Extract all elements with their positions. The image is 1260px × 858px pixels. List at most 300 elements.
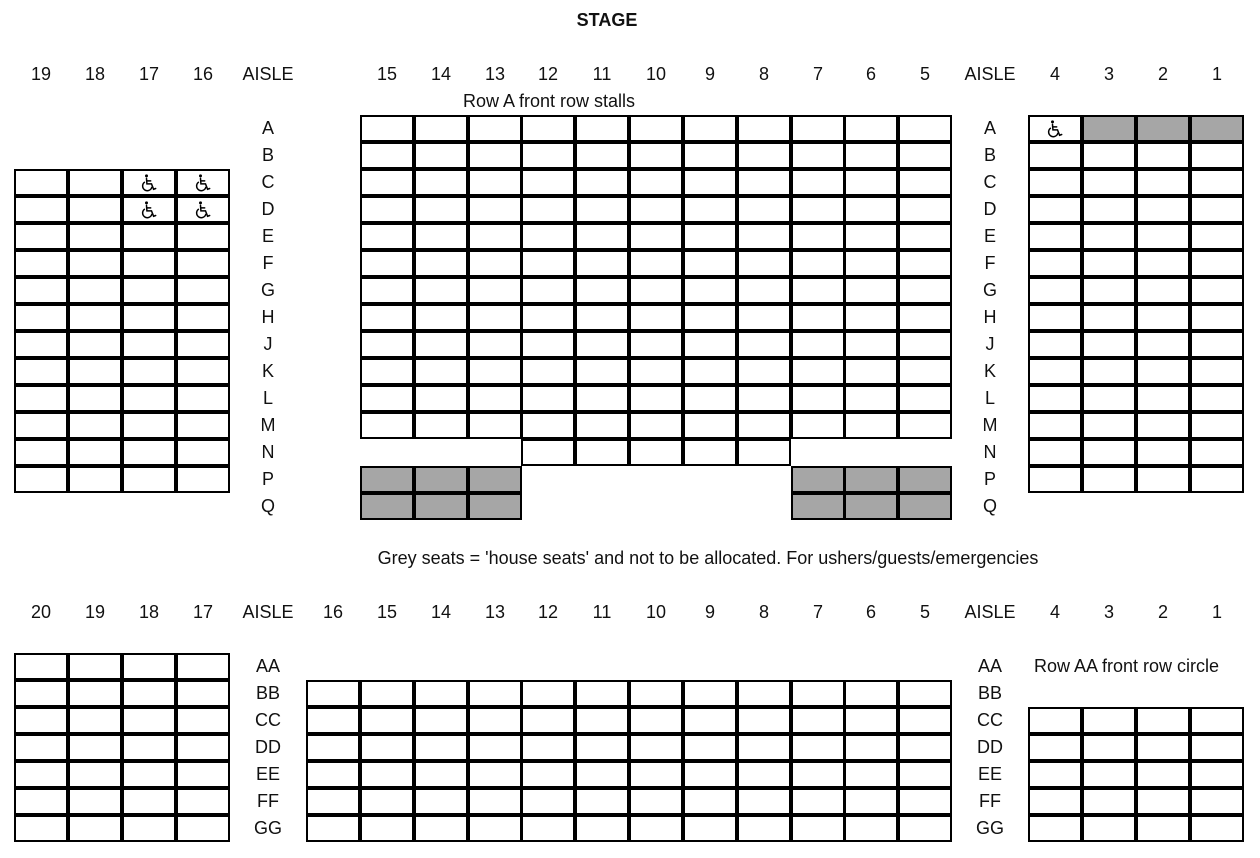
- seat[interactable]: [844, 277, 898, 304]
- seat[interactable]: [306, 815, 360, 842]
- seat[interactable]: [1136, 707, 1190, 734]
- seat[interactable]: [360, 115, 414, 142]
- seat[interactable]: [898, 734, 952, 761]
- seat[interactable]: [521, 304, 575, 331]
- seat[interactable]: [14, 196, 68, 223]
- seat[interactable]: [629, 788, 683, 815]
- seat[interactable]: [122, 466, 176, 493]
- seat[interactable]: [1190, 196, 1244, 223]
- seat[interactable]: [14, 734, 68, 761]
- seat[interactable]: [414, 250, 468, 277]
- seat[interactable]: [575, 196, 629, 223]
- seat[interactable]: [1136, 466, 1190, 493]
- seat[interactable]: [629, 815, 683, 842]
- seat[interactable]: [360, 815, 414, 842]
- seat[interactable]: [575, 115, 629, 142]
- seat[interactable]: [468, 385, 522, 412]
- seat[interactable]: [683, 761, 737, 788]
- seat[interactable]: [521, 761, 575, 788]
- seat[interactable]: [68, 331, 122, 358]
- seat[interactable]: [1082, 466, 1136, 493]
- seat[interactable]: [737, 250, 791, 277]
- seat[interactable]: [414, 788, 468, 815]
- seat[interactable]: [68, 653, 122, 680]
- seat[interactable]: [575, 788, 629, 815]
- seat[interactable]: [737, 761, 791, 788]
- seat[interactable]: [306, 734, 360, 761]
- seat[interactable]: [629, 142, 683, 169]
- seat[interactable]: [1028, 412, 1082, 439]
- seat[interactable]: [737, 680, 791, 707]
- seat[interactable]: [122, 169, 176, 196]
- seat[interactable]: [1136, 331, 1190, 358]
- seat[interactable]: [68, 412, 122, 439]
- house-seat[interactable]: [791, 493, 845, 520]
- seat[interactable]: [898, 815, 952, 842]
- seat[interactable]: [68, 169, 122, 196]
- seat[interactable]: [360, 196, 414, 223]
- seat[interactable]: [360, 707, 414, 734]
- seat[interactable]: [791, 385, 845, 412]
- seat[interactable]: [68, 358, 122, 385]
- seat[interactable]: [737, 331, 791, 358]
- seat[interactable]: [629, 169, 683, 196]
- house-seat[interactable]: [1082, 115, 1136, 142]
- seat[interactable]: [68, 761, 122, 788]
- seat[interactable]: [122, 815, 176, 842]
- seat[interactable]: [414, 115, 468, 142]
- seat[interactable]: [683, 196, 737, 223]
- seat[interactable]: [68, 385, 122, 412]
- seat[interactable]: [737, 734, 791, 761]
- seat[interactable]: [898, 115, 952, 142]
- seat[interactable]: [521, 680, 575, 707]
- seat[interactable]: [1136, 196, 1190, 223]
- house-seat[interactable]: [898, 493, 952, 520]
- seat[interactable]: [468, 169, 522, 196]
- seat[interactable]: [791, 169, 845, 196]
- seat[interactable]: [1190, 358, 1244, 385]
- seat[interactable]: [791, 412, 845, 439]
- seat[interactable]: [14, 169, 68, 196]
- seat[interactable]: [575, 142, 629, 169]
- seat[interactable]: [575, 439, 629, 466]
- seat[interactable]: [176, 653, 230, 680]
- seat[interactable]: [1028, 331, 1082, 358]
- seat[interactable]: [14, 385, 68, 412]
- seat[interactable]: [360, 680, 414, 707]
- seat[interactable]: [1028, 115, 1082, 142]
- seat[interactable]: [1190, 707, 1244, 734]
- seat[interactable]: [844, 707, 898, 734]
- seat[interactable]: [737, 142, 791, 169]
- seat[interactable]: [575, 707, 629, 734]
- seat[interactable]: [360, 788, 414, 815]
- seat[interactable]: [737, 169, 791, 196]
- seat[interactable]: [68, 466, 122, 493]
- seat[interactable]: [414, 277, 468, 304]
- seat[interactable]: [14, 466, 68, 493]
- seat[interactable]: [629, 707, 683, 734]
- seat[interactable]: [1190, 277, 1244, 304]
- seat[interactable]: [737, 115, 791, 142]
- seat[interactable]: [1136, 250, 1190, 277]
- seat[interactable]: [1082, 734, 1136, 761]
- seat[interactable]: [844, 196, 898, 223]
- seat[interactable]: [1028, 734, 1082, 761]
- seat[interactable]: [122, 358, 176, 385]
- seat[interactable]: [844, 815, 898, 842]
- seat[interactable]: [68, 734, 122, 761]
- seat[interactable]: [176, 277, 230, 304]
- seat[interactable]: [629, 250, 683, 277]
- seat[interactable]: [521, 250, 575, 277]
- house-seat[interactable]: [468, 466, 522, 493]
- seat[interactable]: [468, 331, 522, 358]
- seat[interactable]: [683, 358, 737, 385]
- seat[interactable]: [360, 223, 414, 250]
- seat[interactable]: [1136, 761, 1190, 788]
- seat[interactable]: [122, 277, 176, 304]
- seat[interactable]: [1028, 304, 1082, 331]
- seat[interactable]: [468, 734, 522, 761]
- seat[interactable]: [176, 734, 230, 761]
- seat[interactable]: [1136, 734, 1190, 761]
- seat[interactable]: [360, 304, 414, 331]
- seat[interactable]: [737, 788, 791, 815]
- seat[interactable]: [737, 439, 791, 466]
- seat[interactable]: [360, 169, 414, 196]
- seat[interactable]: [521, 142, 575, 169]
- seat[interactable]: [176, 385, 230, 412]
- house-seat[interactable]: [468, 493, 522, 520]
- seat[interactable]: [414, 169, 468, 196]
- seat[interactable]: [468, 680, 522, 707]
- seat[interactable]: [844, 223, 898, 250]
- seat[interactable]: [737, 277, 791, 304]
- seat[interactable]: [521, 734, 575, 761]
- seat[interactable]: [68, 707, 122, 734]
- seat[interactable]: [844, 734, 898, 761]
- seat[interactable]: [1190, 169, 1244, 196]
- seat[interactable]: [575, 412, 629, 439]
- seat[interactable]: [683, 385, 737, 412]
- seat[interactable]: [14, 653, 68, 680]
- seat[interactable]: [898, 680, 952, 707]
- seat[interactable]: [468, 788, 522, 815]
- seat[interactable]: [414, 734, 468, 761]
- house-seat[interactable]: [844, 466, 898, 493]
- seat[interactable]: [629, 358, 683, 385]
- house-seat[interactable]: [360, 466, 414, 493]
- seat[interactable]: [683, 331, 737, 358]
- seat[interactable]: [1028, 196, 1082, 223]
- seat[interactable]: [1190, 385, 1244, 412]
- seat[interactable]: [629, 196, 683, 223]
- seat[interactable]: [683, 815, 737, 842]
- house-seat[interactable]: [844, 493, 898, 520]
- seat[interactable]: [122, 331, 176, 358]
- seat[interactable]: [898, 142, 952, 169]
- seat[interactable]: [683, 277, 737, 304]
- seat[interactable]: [14, 304, 68, 331]
- seat[interactable]: [468, 304, 522, 331]
- seat[interactable]: [1028, 142, 1082, 169]
- seat[interactable]: [1082, 250, 1136, 277]
- seat[interactable]: [468, 412, 522, 439]
- seat[interactable]: [575, 761, 629, 788]
- seat[interactable]: [575, 358, 629, 385]
- seat[interactable]: [1028, 439, 1082, 466]
- seat[interactable]: [1082, 331, 1136, 358]
- seat[interactable]: [176, 412, 230, 439]
- seat[interactable]: [360, 761, 414, 788]
- seat[interactable]: [521, 169, 575, 196]
- seat[interactable]: [791, 788, 845, 815]
- seat[interactable]: [1082, 358, 1136, 385]
- seat[interactable]: [629, 277, 683, 304]
- seat[interactable]: [1190, 142, 1244, 169]
- seat[interactable]: [360, 358, 414, 385]
- seat[interactable]: [176, 304, 230, 331]
- seat[interactable]: [176, 169, 230, 196]
- seat[interactable]: [1136, 142, 1190, 169]
- seat[interactable]: [68, 277, 122, 304]
- seat[interactable]: [898, 385, 952, 412]
- seat[interactable]: [414, 707, 468, 734]
- seat[interactable]: [791, 250, 845, 277]
- seat[interactable]: [306, 788, 360, 815]
- seat[interactable]: [1136, 815, 1190, 842]
- seat[interactable]: [521, 196, 575, 223]
- seat[interactable]: [68, 223, 122, 250]
- seat[interactable]: [1082, 439, 1136, 466]
- seat[interactable]: [683, 412, 737, 439]
- house-seat[interactable]: [360, 493, 414, 520]
- seat[interactable]: [683, 169, 737, 196]
- seat[interactable]: [1028, 466, 1082, 493]
- seat[interactable]: [844, 788, 898, 815]
- seat[interactable]: [1190, 412, 1244, 439]
- seat[interactable]: [468, 761, 522, 788]
- seat[interactable]: [68, 250, 122, 277]
- seat[interactable]: [898, 761, 952, 788]
- seat[interactable]: [1082, 304, 1136, 331]
- seat[interactable]: [1190, 250, 1244, 277]
- seat[interactable]: [629, 734, 683, 761]
- seat[interactable]: [844, 680, 898, 707]
- seat[interactable]: [468, 707, 522, 734]
- seat[interactable]: [898, 277, 952, 304]
- seat[interactable]: [468, 196, 522, 223]
- seat[interactable]: [122, 707, 176, 734]
- seat[interactable]: [1136, 412, 1190, 439]
- seat[interactable]: [1028, 358, 1082, 385]
- seat[interactable]: [1190, 223, 1244, 250]
- seat[interactable]: [360, 142, 414, 169]
- seat[interactable]: [1028, 707, 1082, 734]
- seat[interactable]: [791, 331, 845, 358]
- seat[interactable]: [683, 142, 737, 169]
- seat[interactable]: [1136, 788, 1190, 815]
- seat[interactable]: [122, 788, 176, 815]
- seat[interactable]: [844, 250, 898, 277]
- seat[interactable]: [521, 358, 575, 385]
- seat[interactable]: [414, 412, 468, 439]
- seat[interactable]: [1082, 707, 1136, 734]
- seat[interactable]: [14, 680, 68, 707]
- seat[interactable]: [898, 250, 952, 277]
- seat[interactable]: [176, 466, 230, 493]
- seat[interactable]: [791, 761, 845, 788]
- seat[interactable]: [898, 223, 952, 250]
- seat[interactable]: [14, 815, 68, 842]
- seat[interactable]: [521, 385, 575, 412]
- seat[interactable]: [14, 223, 68, 250]
- seat[interactable]: [521, 115, 575, 142]
- seat[interactable]: [629, 385, 683, 412]
- seat[interactable]: [360, 277, 414, 304]
- seat[interactable]: [1082, 196, 1136, 223]
- seat[interactable]: [122, 439, 176, 466]
- seat[interactable]: [683, 115, 737, 142]
- seat[interactable]: [521, 788, 575, 815]
- seat[interactable]: [844, 142, 898, 169]
- seat[interactable]: [898, 304, 952, 331]
- seat[interactable]: [1028, 761, 1082, 788]
- seat[interactable]: [414, 761, 468, 788]
- seat[interactable]: [14, 358, 68, 385]
- seat[interactable]: [14, 250, 68, 277]
- seat[interactable]: [791, 358, 845, 385]
- seat[interactable]: [176, 358, 230, 385]
- seat[interactable]: [14, 412, 68, 439]
- seat[interactable]: [122, 680, 176, 707]
- seat[interactable]: [791, 304, 845, 331]
- house-seat[interactable]: [414, 493, 468, 520]
- seat[interactable]: [683, 734, 737, 761]
- seat[interactable]: [683, 439, 737, 466]
- seat[interactable]: [791, 734, 845, 761]
- seat[interactable]: [414, 385, 468, 412]
- seat[interactable]: [737, 815, 791, 842]
- seat[interactable]: [1028, 169, 1082, 196]
- seat[interactable]: [521, 331, 575, 358]
- seat[interactable]: [414, 304, 468, 331]
- seat[interactable]: [575, 250, 629, 277]
- house-seat[interactable]: [898, 466, 952, 493]
- seat[interactable]: [683, 680, 737, 707]
- seat[interactable]: [1082, 277, 1136, 304]
- seat[interactable]: [629, 761, 683, 788]
- seat[interactable]: [1190, 439, 1244, 466]
- seat[interactable]: [1136, 169, 1190, 196]
- seat[interactable]: [122, 653, 176, 680]
- seat[interactable]: [468, 358, 522, 385]
- seat[interactable]: [1028, 788, 1082, 815]
- seat[interactable]: [1136, 277, 1190, 304]
- seat[interactable]: [575, 734, 629, 761]
- seat[interactable]: [737, 358, 791, 385]
- seat[interactable]: [1136, 304, 1190, 331]
- seat[interactable]: [575, 331, 629, 358]
- seat[interactable]: [122, 734, 176, 761]
- seat[interactable]: [791, 815, 845, 842]
- seat[interactable]: [414, 358, 468, 385]
- seat[interactable]: [791, 707, 845, 734]
- seat[interactable]: [1028, 385, 1082, 412]
- seat[interactable]: [575, 277, 629, 304]
- house-seat[interactable]: [1190, 115, 1244, 142]
- seat[interactable]: [791, 115, 845, 142]
- seat[interactable]: [844, 412, 898, 439]
- seat[interactable]: [898, 169, 952, 196]
- seat[interactable]: [575, 223, 629, 250]
- seat[interactable]: [414, 223, 468, 250]
- seat[interactable]: [737, 196, 791, 223]
- seat[interactable]: [176, 788, 230, 815]
- seat[interactable]: [468, 277, 522, 304]
- seat[interactable]: [1136, 358, 1190, 385]
- seat[interactable]: [898, 707, 952, 734]
- seat[interactable]: [844, 385, 898, 412]
- seat[interactable]: [176, 815, 230, 842]
- seat[interactable]: [1136, 223, 1190, 250]
- seat[interactable]: [68, 196, 122, 223]
- seat[interactable]: [791, 196, 845, 223]
- seat[interactable]: [629, 412, 683, 439]
- seat[interactable]: [68, 680, 122, 707]
- seat[interactable]: [468, 142, 522, 169]
- seat[interactable]: [1082, 142, 1136, 169]
- seat[interactable]: [629, 439, 683, 466]
- seat[interactable]: [1082, 169, 1136, 196]
- house-seat[interactable]: [791, 466, 845, 493]
- seat[interactable]: [737, 707, 791, 734]
- seat[interactable]: [1082, 385, 1136, 412]
- seat[interactable]: [414, 680, 468, 707]
- seat[interactable]: [844, 169, 898, 196]
- seat[interactable]: [683, 707, 737, 734]
- seat[interactable]: [414, 815, 468, 842]
- seat[interactable]: [68, 815, 122, 842]
- seat[interactable]: [468, 223, 522, 250]
- seat[interactable]: [575, 385, 629, 412]
- seat[interactable]: [898, 412, 952, 439]
- seat[interactable]: [1028, 277, 1082, 304]
- seat[interactable]: [14, 707, 68, 734]
- seat[interactable]: [176, 761, 230, 788]
- seat[interactable]: [791, 277, 845, 304]
- seat[interactable]: [1082, 815, 1136, 842]
- seat[interactable]: [1190, 761, 1244, 788]
- seat[interactable]: [468, 115, 522, 142]
- seat[interactable]: [683, 250, 737, 277]
- seat[interactable]: [360, 250, 414, 277]
- seat[interactable]: [683, 788, 737, 815]
- house-seat[interactable]: [414, 466, 468, 493]
- seat[interactable]: [1190, 466, 1244, 493]
- seat[interactable]: [1136, 385, 1190, 412]
- seat[interactable]: [122, 250, 176, 277]
- seat[interactable]: [791, 680, 845, 707]
- seat[interactable]: [68, 439, 122, 466]
- seat[interactable]: [898, 358, 952, 385]
- seat[interactable]: [521, 277, 575, 304]
- seat[interactable]: [1190, 304, 1244, 331]
- seat[interactable]: [844, 331, 898, 358]
- seat[interactable]: [629, 304, 683, 331]
